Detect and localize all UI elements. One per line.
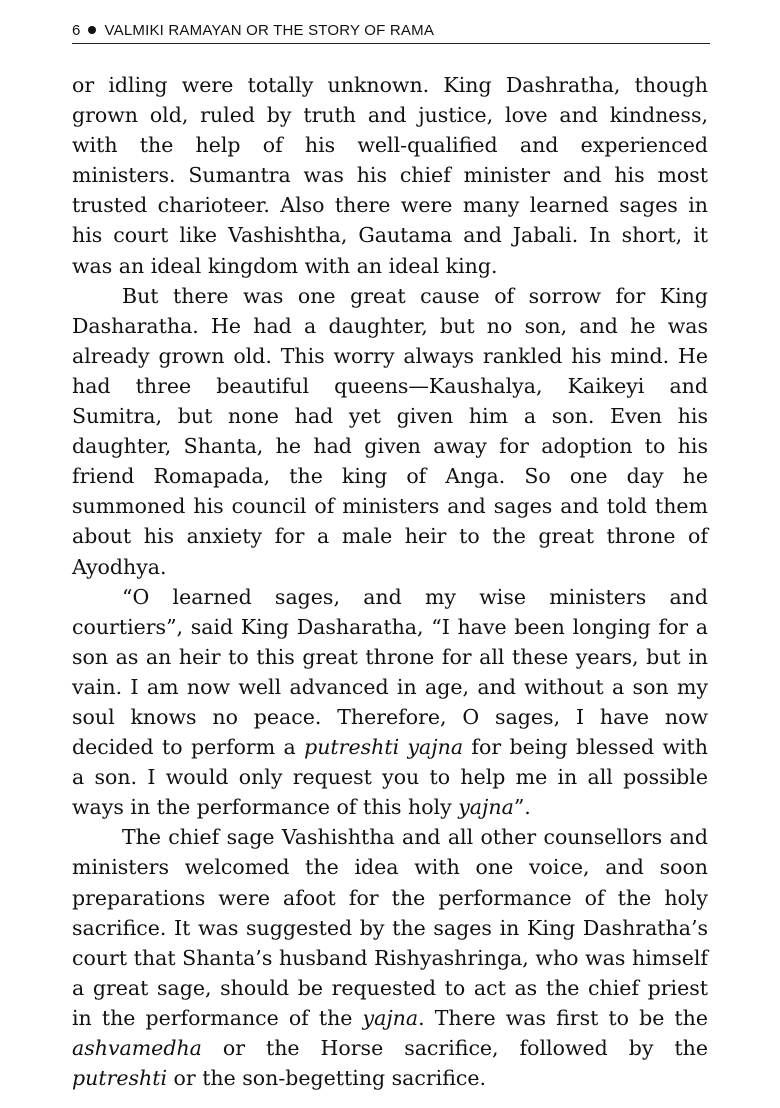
italic-term: yajna	[362, 1005, 419, 1030]
body-text	[72, 70, 708, 1093]
text-run: or the Horse sacrifice, followed by the	[201, 1036, 708, 1060]
paragraph	[72, 281, 708, 582]
italic-term: ashvamedha	[72, 1036, 202, 1060]
text-run: or idling were totally unknown. King Dashratha, though grown old, ruled by truth and justice, love and kindness, with the help of his well-qualified and experienced ministers. Sumantra was his chief minister and his most trusted charioteer. Also there were many learned sages in his court like Vashishtha, Gautama and Jabali. In short, it was an ideal kingdom with an ideal king.	[72, 73, 708, 278]
text-run: ”.	[513, 795, 531, 820]
italic-term: putreshti	[72, 1066, 168, 1091]
text-run: for being blessed with a son. I would only request you to help me in all possible ways in the performance of this holy	[72, 735, 708, 820]
text-run: “O learned sages, and my wise ministers and courtiers”, said King Dasharatha, “I have been longing for a son as an heir to this great throne for all these years, but in vain. I am now well advanced in age, and without a son my soul knows no peace. Therefore, O sages, I have now decided to perform a	[72, 584, 708, 760]
text-run: . There was first to be the	[418, 1005, 708, 1030]
paragraph	[72, 70, 708, 281]
italic-term: putreshti yajna	[304, 735, 464, 760]
bullet-icon	[88, 26, 96, 34]
running-header	[72, 17, 710, 44]
text-run: The chief sage Vashishtha and all other counsellors and ministers welcomed the idea with one voice, and soon preparations were afoot for the performance of the holy sacrifice. It was suggested by the sages in King Dashratha’s court that Shanta’s husband Rishyashringa, who was himself a great sage, should be requested to act as the chief priest in the performance of the	[72, 825, 708, 1030]
paragraph	[72, 582, 708, 823]
book-title: VALMIKI RAMAYAN OR THE STORY OF RAMA	[104, 21, 435, 39]
page-number: 6	[72, 21, 81, 39]
text-run: or the son-begetting sacrifice.	[167, 1066, 487, 1091]
italic-term: yajna	[458, 795, 514, 820]
paragraph	[72, 822, 708, 1093]
text-run: But there was one great cause of sorrow for King Dasharatha. He had a daughter, but no son, and he was already grown old. This worry always rankled his mind. He had three beautiful queens—Kaushalya, Kaikeyi and Sumitra, but none had yet given him a son. Even his daughter, Shanta, he had given away for adoption to his friend Romapada, the king of Anga. So one day he summoned his council of ministers and sages and told them about his anxiety for a male heir to the great throne of Ayodhya.	[72, 283, 708, 579]
